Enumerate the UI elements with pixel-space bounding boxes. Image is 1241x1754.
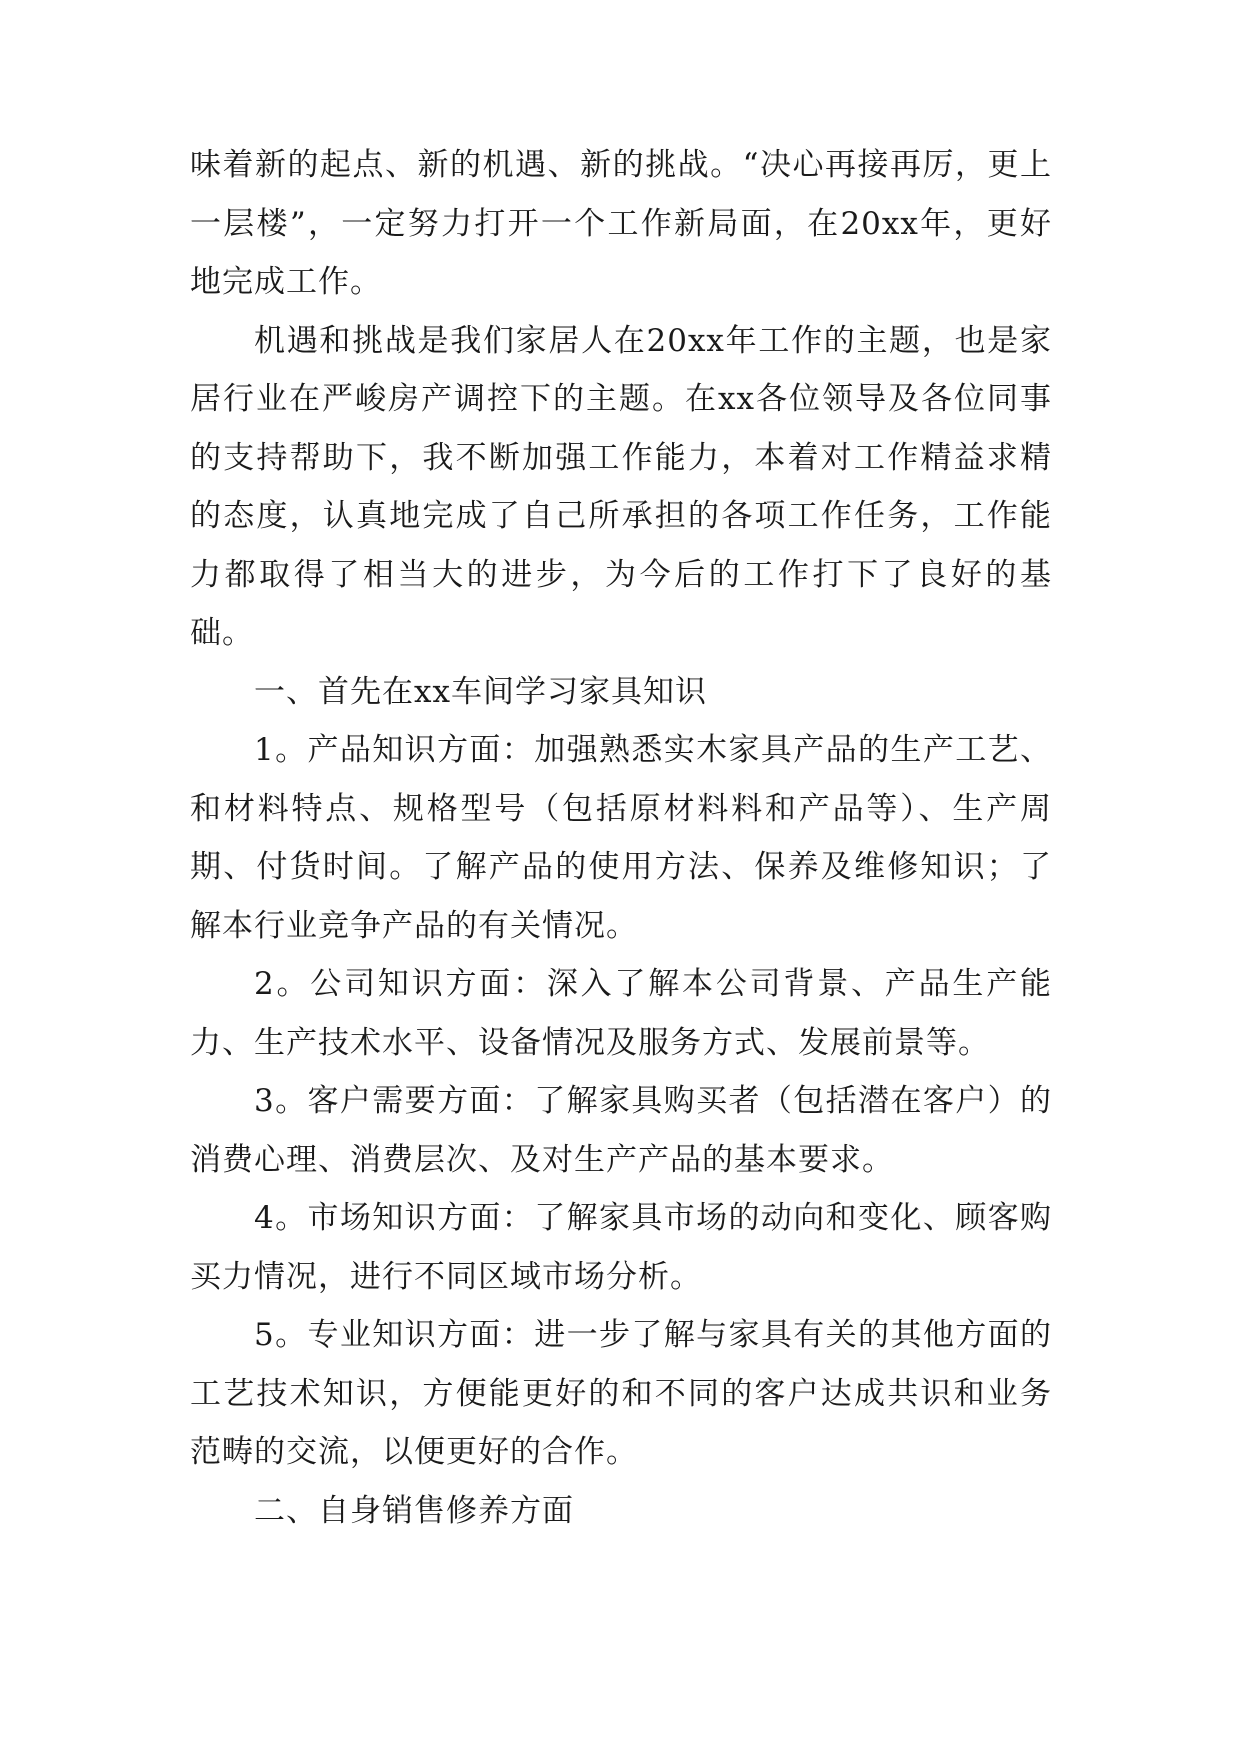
paragraph-continuation: 味着新的起点、新的机遇、新的挑战。“决心再接再厉，更上一层楼”，一定努力打开一个工作新局面，在20xx年，更好地完成工作。 — [190, 147, 1052, 300]
paragraph-intro: 机遇和挑战是我们家居人在20xx年工作的主题，也是家居行业在严峻房产调控下的主题。在xx各位领导及各位同事的支持帮助下，我不断加强工作能力，本着对工作精益求精的态度，认真地完成了自己所承担的各项工作任务，工作能力都取得了相当大的进步，为今后的工作打下了良好的基础。 — [190, 322, 1052, 651]
list-item-market-knowledge: 4。市场知识方面：了解家具市场的动向和变化、顾客购买力情况，进行不同区域市场分析。 — [190, 1200, 1052, 1295]
list-item-company-knowledge: 2。公司知识方面：深入了解本公司背景、产品生产能力、生产技术水平、设备情况及服务方式、发展前景等。 — [190, 966, 1052, 1061]
section-heading-2: 二、自身销售修养方面 — [254, 1492, 574, 1529]
list-item-product-knowledge: 1。产品知识方面：加强熟悉实木家具产品的生产工艺、和材料特点、规格型号（包括原材料料和产品等）、生产周期、付货时间。了解产品的使用方法、保养及维修知识；了解本行业竞争产品的有关情况。 — [190, 732, 1052, 944]
document-body — [190, 136, 1052, 1540]
list-item-professional-knowledge: 5。专业知识方面：进一步了解与家具有关的其他方面的工艺技术知识，方便能更好的和不同的客户达成共识和业务范畴的交流，以便更好的合作。 — [190, 1317, 1052, 1470]
section-heading-1: 一、首先在xx车间学习家具知识 — [254, 673, 707, 710]
list-item-customer-needs: 3。客户需要方面：了解家具购买者（包括潜在客户）的消费心理、消费层次、及对生产产品的基本要求。 — [190, 1083, 1052, 1178]
